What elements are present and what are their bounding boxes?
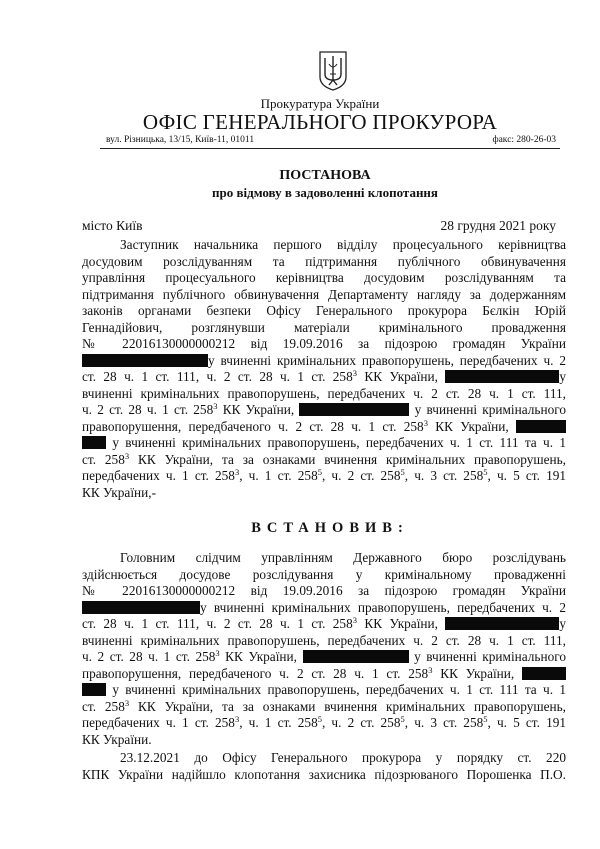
redaction-bar: [82, 601, 200, 614]
intro-paragraph: [82, 237, 566, 501]
text-line: правопорушення, передбаченого ч. 2 ст. 28 ч. 1 ст. $258^3$ КК України,: [82, 419, 566, 436]
text-line: КПК України надійшло клопотання захисника підозрюваного Порошенка П.О.: [82, 766, 566, 782]
text-line: ст. 28 ч. 1 ст. 111, ч. 2 ст. 28 ч. 1 ст. $258^3$ КК України, у: [82, 368, 566, 384]
redaction-bar: [82, 683, 106, 696]
text-line: у вчиненні кримінальних правопорушень, передбачених ч. 2: [82, 353, 566, 370]
text-line: № 22016130000000212 від 19.09.2016 за підозрою громадян України: [82, 583, 566, 598]
text-line: здійснюється досудове розслідування у кримінальному провадженні: [82, 566, 566, 582]
text-line: передбачених ч. 1 ст. $258^3$, ч. 1 ст. $258^5$, ч. 2 ст. $258^5$, ч. 3 ст. $258^5$, ч. 5 ст. 191: [82, 714, 567, 730]
text-line: передбачених ч. 1 ст. $258^3$, ч. 1 ст. $258^5$, ч. 2 ст. $258^5$, ч. 3 ст. $258^5$, ч. 5 ст. 191: [82, 467, 567, 483]
text-line: ч. 2 ст. 28 ч. 1 ст. $258^3$ КК України, у вчиненні кримінального: [82, 648, 567, 664]
org-title: ОФІС ГЕНЕРАЛЬНОГО ПРОКУРОРА: [142, 110, 498, 134]
text-line: законів органами безпеки Офісу Генерального прокурора Бєлкін Юрій: [82, 303, 566, 318]
text-line: № 22016130000000212 від 19.09.2016 за підозрою громадян України: [82, 336, 566, 351]
redaction-bar: [522, 667, 566, 680]
document-title: ПОСТАНОВА: [279, 168, 371, 183]
text-line: 23.12.2021 до Офісу Генерального прокурора у порядку ст. 220: [120, 750, 566, 765]
text-line: КК України,-: [82, 484, 156, 500]
text-line: вчиненні кримінальних правопорушень, передбачених ч. 2 ст. 28 ч. 1 ст. 111,: [82, 385, 566, 401]
trident-emblem-icon: [318, 50, 348, 92]
motion-paragraph: [82, 750, 566, 783]
text-line: підтримання публічного обвинувачення Департаменту нагляду за додержанням: [82, 286, 566, 302]
document-subtitle: про відмову в задоволенні клопотання: [212, 185, 438, 200]
document-city: місто Київ: [82, 218, 143, 233]
redaction-bar: [82, 436, 106, 449]
text-line: ст. $258^3$ КК України, та за ознаками вчинення кримінальних правопорушень,: [82, 697, 566, 714]
text-line: у вчиненні кримінальних правопорушень, передбачених ч. 2: [82, 600, 566, 617]
text-line: ч. 2 ст. 28 ч. 1 ст. $258^3$ КК України, у вчиненні кримінального: [82, 401, 566, 417]
document-date: 28 грудня 2021 року: [440, 218, 556, 233]
org-address: вул. Різницька, 13/15, Київ-11, 01011: [106, 135, 255, 145]
text-line: правопорушення, передбаченого ч. 2 ст. 28 ч. 1 ст. $258^3$ КК України,: [82, 666, 566, 683]
text-line: КК України.: [82, 731, 152, 747]
text-line: ст. $258^3$ КК України, та за ознаками вчинення кримінальних правопорушень,: [82, 450, 566, 467]
redaction-bar: [445, 370, 559, 383]
section-heading: ВСТАНОВИВ:: [251, 520, 409, 536]
redaction-bar: [303, 650, 409, 663]
findings-paragraph: [82, 550, 566, 748]
org-fax: факс: 280-26-03: [492, 135, 556, 145]
redaction-bar: [82, 354, 208, 367]
text-line: у вчиненні кримінальних правопорушень, передбачених ч. 1 ст. 111 та ч. 1: [82, 435, 566, 452]
text-line: у вчиненні кримінальних правопорушень, передбачених ч. 1 ст. 111 та ч. 1: [82, 682, 566, 699]
text-line: Заступник начальника першого відділу процесуального керівництва: [120, 237, 566, 252]
redaction-bar: [299, 403, 409, 416]
text-line: вчиненні кримінальних правопорушень, передбачених ч. 2 ст. 28 ч. 1 ст. 111,: [82, 632, 566, 648]
org-subtitle: Прокуратура України: [260, 96, 380, 111]
text-line: досудовим розслідуванням та підтримання публічного обвинувачення: [82, 253, 566, 269]
text-line: управління процесуального керівництва досудовим розслідуванням та: [82, 270, 566, 285]
text-line: ст. 28 ч. 1 ст. 111, ч. 2 ст. 28 ч. 1 ст. $258^3$ КК України, у: [82, 615, 566, 631]
text-line: Головним слідчим управлінням Державного бюро розслідувань: [120, 550, 566, 565]
text-line: Геннадійович, розглянувши матеріали кримінального провадження: [82, 319, 566, 335]
header-divider: [100, 148, 560, 149]
redaction-bar: [516, 420, 566, 433]
redaction-bar: [445, 617, 559, 630]
